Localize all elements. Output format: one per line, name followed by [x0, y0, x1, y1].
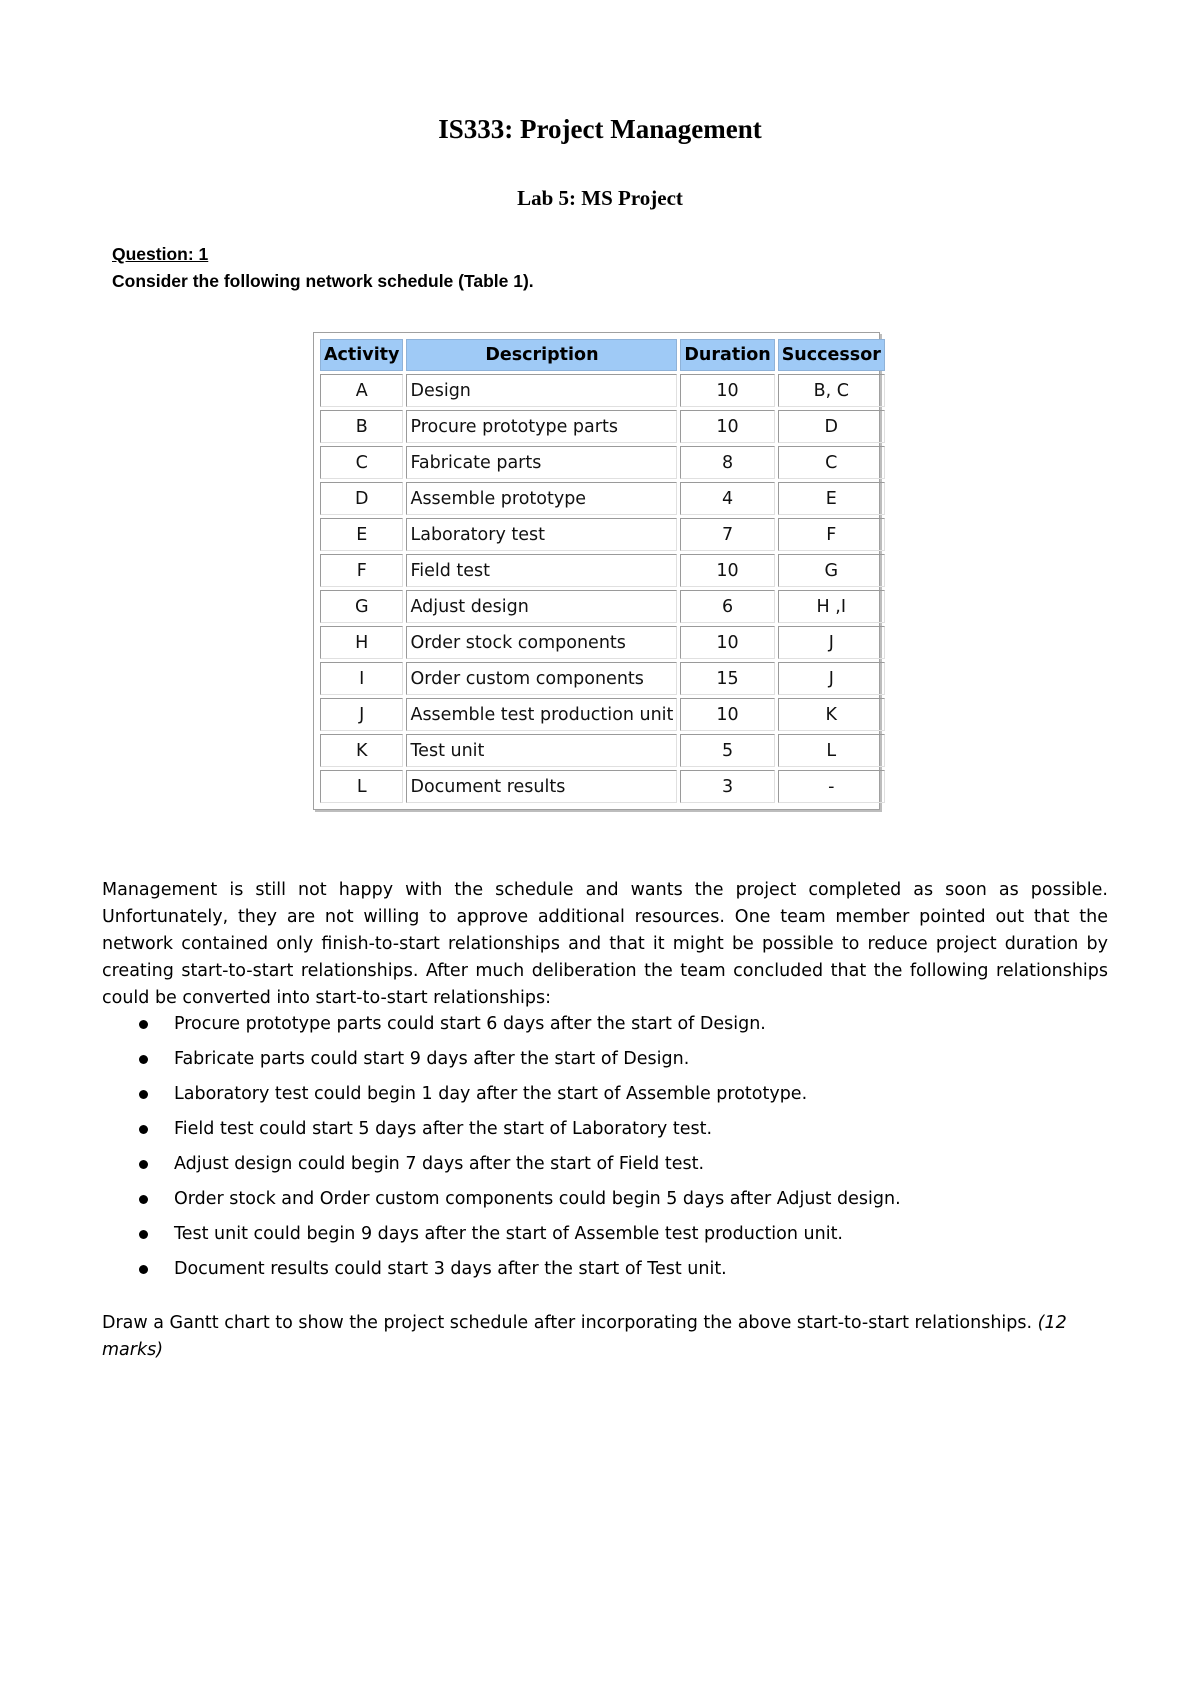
successor-cell: G [778, 554, 885, 587]
activity-cell: H [320, 626, 403, 659]
activity-cell: L [320, 770, 403, 803]
description-cell: Laboratory test [406, 518, 677, 551]
bullet-dot-icon [139, 1055, 148, 1064]
activity-cell: I [320, 662, 403, 695]
table-row [320, 410, 885, 443]
table-body [320, 374, 885, 803]
table-row [320, 590, 885, 623]
list-item-text: Order stock and Order custom components could begin 5 days after Adjust design. [174, 1189, 901, 1209]
table-row [320, 446, 885, 479]
description-cell: Design [406, 374, 677, 407]
bullet-dot-icon [139, 1265, 148, 1274]
table-row [320, 374, 885, 407]
duration-cell: 10 [680, 626, 774, 659]
description-cell: Document results [406, 770, 677, 803]
successor-cell: F [778, 518, 885, 551]
activity-cell: B [320, 410, 403, 443]
description-cell: Field test [406, 554, 677, 587]
description-cell: Procure prototype parts [406, 410, 677, 443]
bullet-dot-icon [139, 1160, 148, 1169]
duration-cell: 15 [680, 662, 774, 695]
list-item [102, 1188, 901, 1223]
list-item-text: Document results could start 3 days after the start of Test unit. [174, 1259, 727, 1279]
list-item [102, 1048, 901, 1083]
list-item-text: Test unit could begin 9 days after the start of Assemble test production unit. [174, 1224, 843, 1244]
duration-cell: 3 [680, 770, 774, 803]
successor-cell: B, C [778, 374, 885, 407]
table-row [320, 518, 885, 551]
successor-cell: C [778, 446, 885, 479]
activity-cell: D [320, 482, 403, 515]
list-item [102, 1118, 901, 1153]
list-item-text: Laboratory test could begin 1 day after the start of Assemble prototype. [174, 1084, 808, 1104]
body-paragraph: Management is still not happy with the schedule and wants the project completed as soon as possible. Unfortunately, they are not willing to approve additional resources. One team member pointed out that the network contained only finish-to-start relationships and that it might be possible to reduce project duration by creating start-to-start relationships. After much deliberation the team concluded that the following relationships could be converted into start-to-start relationships: [102, 880, 1108, 1008]
document-title: IS333: Project Management [438, 114, 762, 144]
column-header-duration: Duration [680, 339, 774, 371]
duration-cell: 10 [680, 554, 774, 587]
successor-cell: H ,I [778, 590, 885, 623]
marks-note: (12 marks) [102, 1313, 1067, 1360]
successor-cell: J [778, 662, 885, 695]
duration-cell: 7 [680, 518, 774, 551]
duration-cell: 6 [680, 590, 774, 623]
list-item-text: Fabricate parts could start 9 days after the start of Design. [174, 1049, 690, 1069]
duration-cell: 10 [680, 410, 774, 443]
list-item [102, 1013, 901, 1048]
list-item-text: Procure prototype parts could start 6 days after the start of Design. [174, 1014, 766, 1034]
description-cell: Adjust design [406, 590, 677, 623]
bullet-dot-icon [139, 1125, 148, 1134]
description-cell: Assemble test production unit [406, 698, 677, 731]
relationship-bullet-list [102, 1013, 901, 1293]
activity-cell: A [320, 374, 403, 407]
description-cell: Assemble prototype [406, 482, 677, 515]
bullet-dot-icon [139, 1195, 148, 1204]
activity-cell: C [320, 446, 403, 479]
successor-cell: K [778, 698, 885, 731]
activity-cell: K [320, 734, 403, 767]
lab-subtitle: Lab 5: MS Project [517, 186, 683, 210]
list-item [102, 1083, 901, 1118]
list-item [102, 1153, 901, 1188]
table-row [320, 662, 885, 695]
question-intro: Consider the following network schedule (Table 1). [112, 271, 534, 291]
successor-cell: - [778, 770, 885, 803]
bullet-dot-icon [139, 1230, 148, 1239]
table-row [320, 698, 885, 731]
network-schedule-table [313, 332, 880, 810]
successor-cell: D [778, 410, 885, 443]
table-row [320, 626, 885, 659]
description-cell: Fabricate parts [406, 446, 677, 479]
column-header-activity: Activity [320, 339, 403, 371]
list-item [102, 1258, 901, 1293]
successor-cell: E [778, 482, 885, 515]
table-row [320, 770, 885, 803]
table-row [320, 482, 885, 515]
duration-cell: 4 [680, 482, 774, 515]
column-header-successor: Successor [778, 339, 885, 371]
bullet-dot-icon [139, 1090, 148, 1099]
network-table [317, 336, 888, 806]
description-cell: Order custom components [406, 662, 677, 695]
table-row [320, 554, 885, 587]
list-item-text: Field test could start 5 days after the start of Laboratory test. [174, 1119, 713, 1139]
duration-cell: 8 [680, 446, 774, 479]
final-instruction [102, 1310, 1108, 1364]
activity-cell: E [320, 518, 403, 551]
activity-cell: F [320, 554, 403, 587]
description-cell: Order stock components [406, 626, 677, 659]
activity-cell: J [320, 698, 403, 731]
activity-cell: G [320, 590, 403, 623]
table-header-row [320, 339, 885, 371]
duration-cell: 10 [680, 698, 774, 731]
successor-cell: L [778, 734, 885, 767]
list-item [102, 1223, 901, 1258]
column-header-description: Description [406, 339, 677, 371]
duration-cell: 10 [680, 374, 774, 407]
final-instruction-text: Draw a Gantt chart to show the project schedule after incorporating the above start-to-start relationships. [102, 1313, 1038, 1333]
list-item-text: Adjust design could begin 7 days after the start of Field test. [174, 1154, 705, 1174]
table-row [320, 734, 885, 767]
question-heading: Question: 1 [112, 244, 209, 264]
duration-cell: 5 [680, 734, 774, 767]
bullet-dot-icon [139, 1020, 148, 1029]
successor-cell: J [778, 626, 885, 659]
description-cell: Test unit [406, 734, 677, 767]
